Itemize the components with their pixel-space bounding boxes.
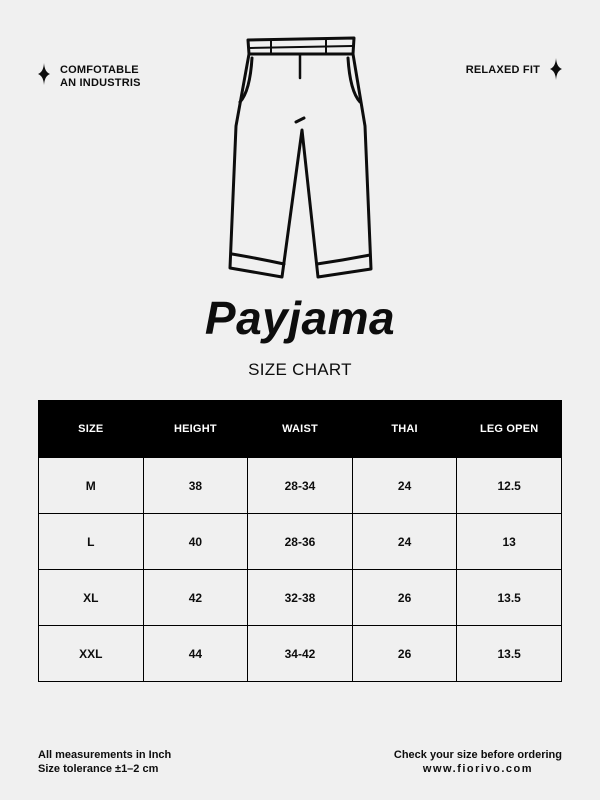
table-row [39, 626, 562, 682]
cell-waist: 28-36 [248, 514, 353, 570]
pants-icon [226, 36, 376, 280]
table-row [39, 570, 562, 626]
footer-right-line1: Check your size before ordering [393, 749, 562, 761]
cell-leg-open: 13.5 [457, 570, 562, 626]
cell-thai: 24 [352, 514, 457, 570]
corner-right-text: RELAXED FIT [465, 64, 540, 76]
cell-leg-open: 13 [457, 514, 562, 570]
cell-height: 44 [143, 626, 248, 682]
cell-waist: 34-42 [248, 626, 353, 682]
corner-left-line1: COMFOTABLE [60, 64, 139, 76]
cell-size: XL [39, 570, 144, 626]
footer-notes [38, 748, 171, 776]
header-leg-open: LEG OPEN [457, 401, 562, 458]
cell-leg-open: 13.5 [457, 626, 562, 682]
corner-note-right [466, 64, 562, 80]
cell-height: 42 [143, 570, 248, 626]
sparkle-icon [38, 63, 50, 85]
table-header-row [39, 401, 562, 458]
sparkle-icon [550, 58, 562, 80]
cell-size: L [39, 514, 144, 570]
header-size: SIZE [39, 401, 144, 458]
cell-height: 38 [143, 458, 248, 514]
page-subtitle: SIZE CHART [248, 360, 352, 379]
header-height: HEIGHT [143, 401, 248, 458]
cell-size: XXL [39, 626, 144, 682]
cell-waist: 32-38 [248, 570, 353, 626]
website-link[interactable]: www.fiorivo.com [422, 763, 533, 775]
header-thai: THAI [352, 401, 457, 458]
footer-contact [394, 748, 562, 776]
cell-size: M [39, 458, 144, 514]
corner-note-left [38, 64, 141, 90]
cell-leg-open: 12.5 [457, 458, 562, 514]
table-row [39, 514, 562, 570]
cell-height: 40 [143, 514, 248, 570]
page-title: Payjama [204, 292, 396, 344]
corner-left-line2: AN INDUSTRIS [60, 77, 141, 89]
size-table [38, 400, 562, 682]
cell-thai: 26 [352, 570, 457, 626]
cell-thai: 26 [352, 626, 457, 682]
footer-left-line1: All measurements in Inch [38, 749, 172, 761]
footer-left-line2: Size tolerance ±1–2 cm [38, 763, 159, 775]
header-waist: WAIST [248, 401, 353, 458]
table-row [39, 458, 562, 514]
cell-waist: 28-34 [248, 458, 353, 514]
cell-thai: 24 [352, 458, 457, 514]
